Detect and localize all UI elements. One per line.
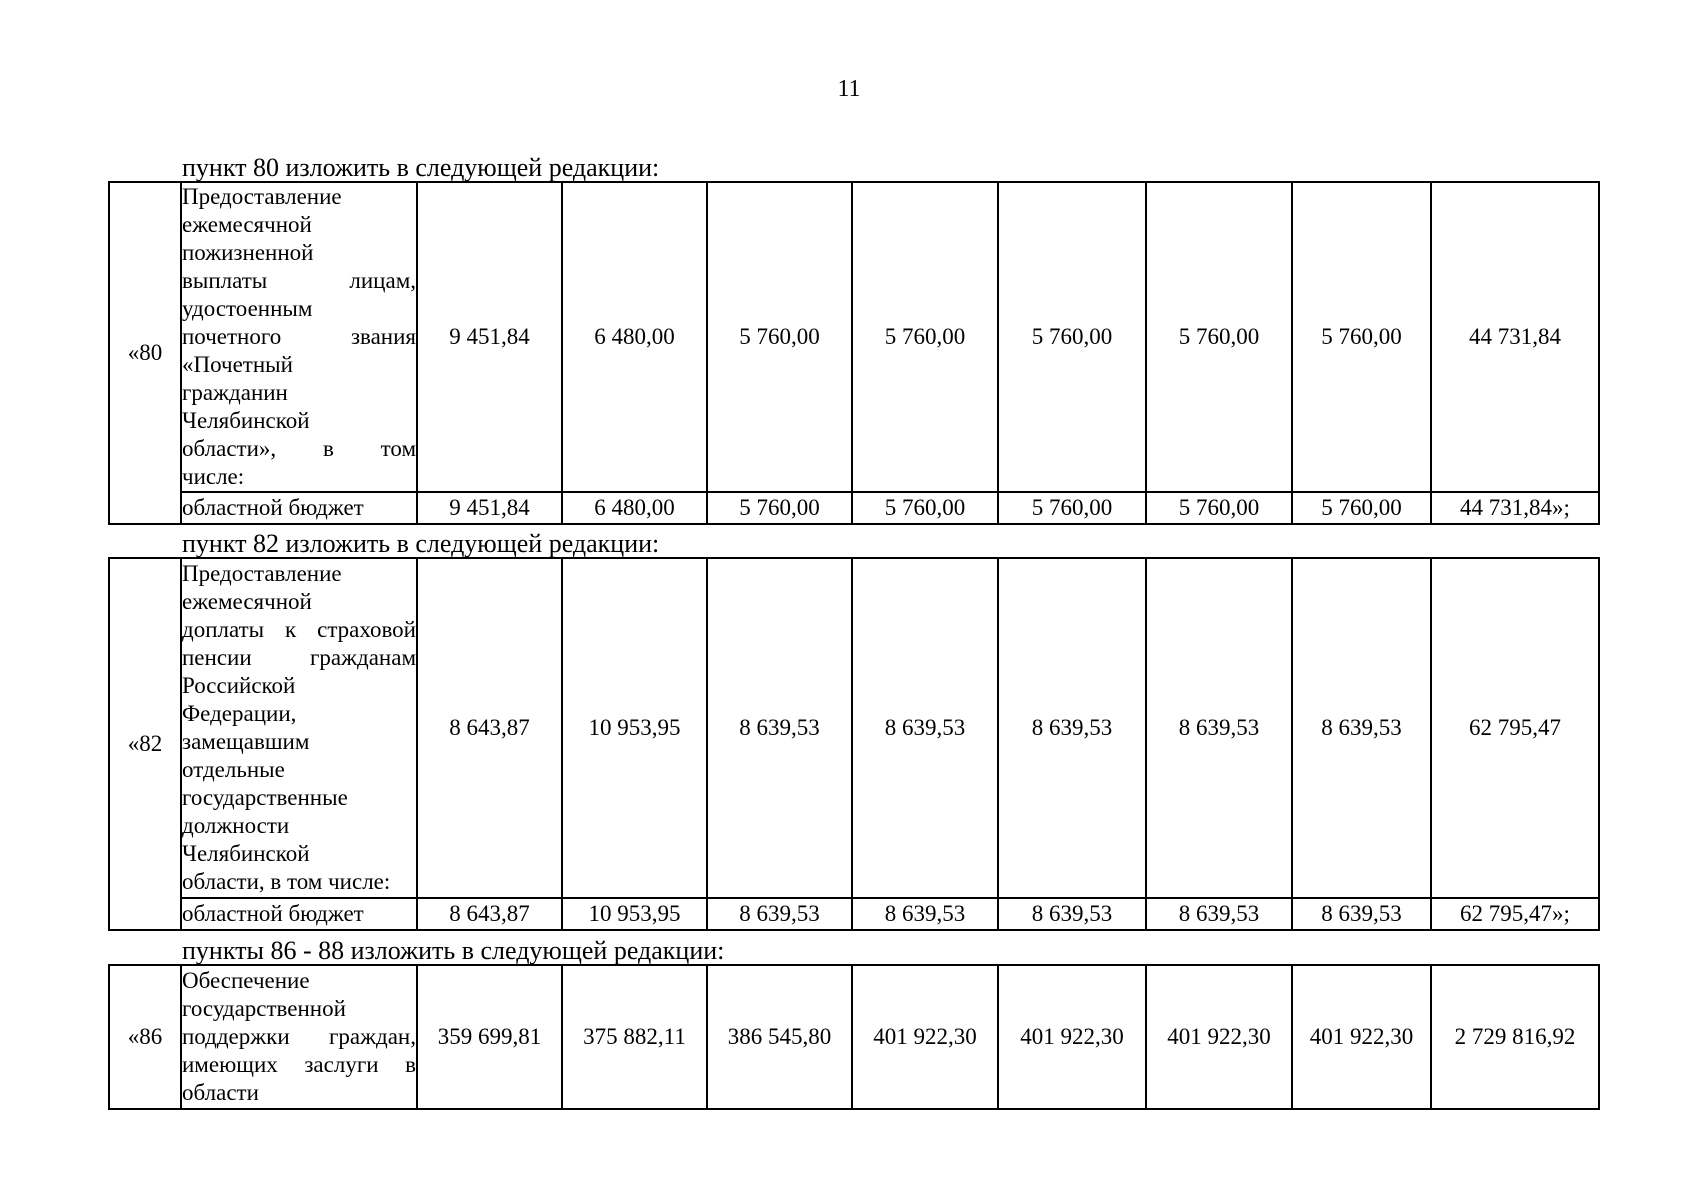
description-line: отдельные (182, 757, 285, 782)
value-cell: 5 760,00 (707, 492, 852, 524)
value-cell: 5 760,00 (852, 492, 998, 524)
value-cell: 8 639,53 (998, 898, 1146, 930)
value-cell: 386 545,80 (707, 965, 852, 1109)
table-row (109, 898, 1599, 930)
value-cell: 8 639,53 (1146, 558, 1292, 898)
item-number: «86 (109, 965, 181, 1109)
table-row (109, 492, 1599, 524)
description-line: почетного звания (182, 324, 416, 349)
total-cell: 62 795,47 (1431, 558, 1599, 898)
value-cell: 8 639,53 (1292, 558, 1431, 898)
value-cell: 8 639,53 (1292, 898, 1431, 930)
description-line: гражданин (182, 380, 288, 405)
value-cell: 6 480,00 (562, 182, 707, 492)
total-cell: 2 729 816,92 (1431, 965, 1599, 1109)
description-line: Челябинской (182, 408, 310, 433)
value-cell: 5 760,00 (1292, 182, 1431, 492)
value-cell: 8 643,87 (417, 898, 562, 930)
description-line: государственные (182, 785, 348, 810)
description-line: замещавшим (182, 729, 310, 754)
value-cell: 401 922,30 (852, 965, 998, 1109)
description-line: области (182, 1080, 259, 1105)
table-row (109, 182, 1599, 492)
item-number: «82 (109, 558, 181, 930)
description-line: пожизненной (182, 240, 314, 265)
description-line: области», в том (182, 436, 416, 461)
description-line: числе: (182, 464, 245, 489)
value-cell: 401 922,30 (1292, 965, 1431, 1109)
value-cell: 8 639,53 (707, 898, 852, 930)
item-description (181, 182, 417, 492)
total-cell: 62 795,47»; (1431, 898, 1599, 930)
description-line: выплаты лицам, (182, 268, 416, 293)
description-line: пенсии гражданам (182, 645, 416, 670)
description-line: государственной (182, 996, 346, 1021)
budget-table-item-86 (108, 964, 1600, 1110)
value-cell: 375 882,11 (562, 965, 707, 1109)
value-cell: 5 760,00 (1146, 182, 1292, 492)
value-cell: 9 451,84 (417, 492, 562, 524)
total-cell: 44 731,84 (1431, 182, 1599, 492)
value-cell: 8 639,53 (852, 898, 998, 930)
budget-table-item-80 (108, 181, 1600, 525)
item-number: «80 (109, 182, 181, 524)
description-line: ежемесячной (182, 212, 312, 237)
funding-source: областной бюджет (181, 898, 417, 930)
value-cell: 8 639,53 (852, 558, 998, 898)
description-line: имеющих заслуги в (182, 1052, 416, 1077)
value-cell: 5 760,00 (1292, 492, 1431, 524)
value-cell: 5 760,00 (998, 492, 1146, 524)
item-description (181, 965, 417, 1109)
value-cell: 10 953,95 (562, 898, 707, 930)
value-cell: 401 922,30 (1146, 965, 1292, 1109)
value-cell: 6 480,00 (562, 492, 707, 524)
value-cell: 10 953,95 (562, 558, 707, 898)
value-cell: 8 639,53 (998, 558, 1146, 898)
description-line: Федерации, (182, 701, 297, 726)
item-description (181, 558, 417, 898)
section-heading: пункт 80 изложить в следующей редакции: (182, 153, 660, 182)
value-cell: 5 760,00 (998, 182, 1146, 492)
total-cell: 44 731,84»; (1431, 492, 1599, 524)
description-line: поддержки граждан, (182, 1024, 416, 1049)
section-heading: пункт 82 изложить в следующей редакции: (182, 529, 660, 558)
description-line: удостоенным (182, 296, 313, 321)
value-cell: 8 643,87 (417, 558, 562, 898)
value-cell: 5 760,00 (1146, 492, 1292, 524)
value-cell: 5 760,00 (707, 182, 852, 492)
description-line: Челябинской (182, 841, 310, 866)
description-line: должности (182, 813, 290, 838)
value-cell: 359 699,81 (417, 965, 562, 1109)
value-cell: 8 639,53 (707, 558, 852, 898)
page-number: 11 (837, 76, 861, 102)
description-line: Российской (182, 673, 296, 698)
table-row (109, 558, 1599, 898)
budget-table-item-82 (108, 557, 1600, 931)
funding-source: областной бюджет (181, 492, 417, 524)
value-cell: 401 922,30 (998, 965, 1146, 1109)
description-line: Предоставление (182, 184, 342, 209)
description-line: доплаты к страховой (182, 617, 416, 642)
description-line: «Почетный (182, 352, 293, 377)
description-line: Предоставление (182, 561, 342, 586)
value-cell: 9 451,84 (417, 182, 562, 492)
table-row (109, 965, 1599, 1109)
section-heading: пункты 86 - 88 изложить в следующей редакции: (182, 936, 725, 965)
description-line: ежемесячной (182, 589, 312, 614)
description-line: Обеспечение (182, 968, 310, 993)
value-cell: 8 639,53 (1146, 898, 1292, 930)
description-line: области, в том числе: (182, 869, 391, 894)
value-cell: 5 760,00 (852, 182, 998, 492)
